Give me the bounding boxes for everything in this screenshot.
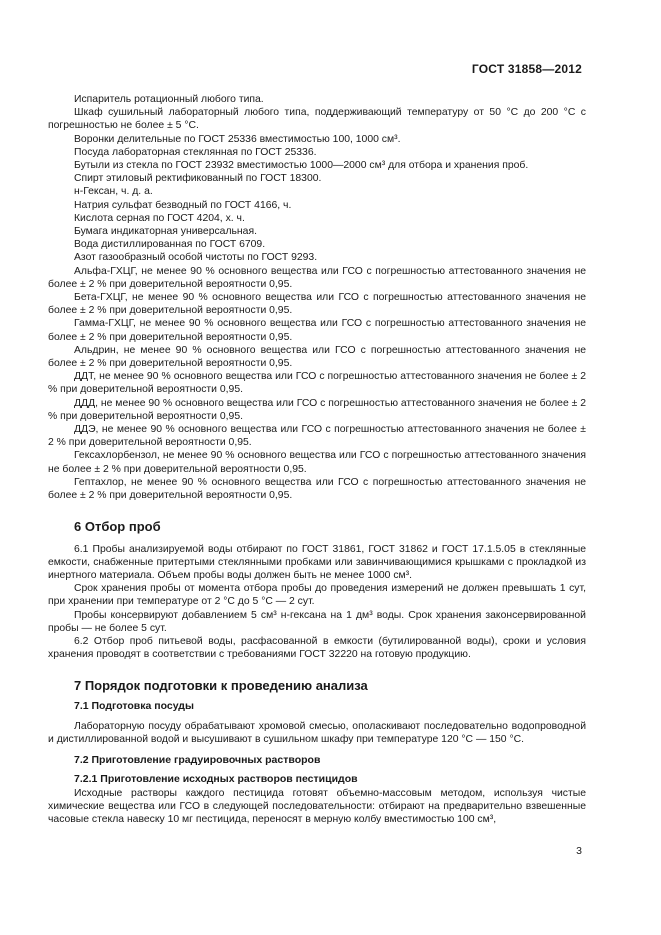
equipment-item: Испаритель ротационный любого типа. [74,94,264,105]
document-code-header: ГОСТ 31858—2012 [471,62,582,76]
equipment-item: Шкаф сушильный лабораторный любого типа, поддерживающий температуру от 50 °С до 200 °С с погрешностью не более ± 5 °С. [48,107,586,132]
reagent-item: Натрия сульфат безводный по ГОСТ 4166, ч. [74,199,292,211]
subsection-7-2-1-text: Исходные растворы каждого пестицида готовят объемно-массовым методом, используя чистые химические вещества или ГСО в следующей последовательности: отбирают на предварительно взвешенные часовые стекла навеску 10 мг пестицида, переносят в мерную колбу вместимостью 100 см³, [48,787,586,825]
pesticide-item: Альфа-ГХЦГ, не менее 90 % основного вещества или ГСО с погрешностью аттестованного значения не более ± 2 % при доверительной вероятности 0,95. [48,265,586,290]
pesticide-item: Бета-ГХЦГ, не менее 90 % основного вещества или ГСО с погрешностью аттестованного значения не более ± 2 % при доверительной вероятности 0,95. [48,292,586,317]
equipment-item: Воронки делительные по ГОСТ 25336 вместимостью 100, 1000 см³. [74,133,401,145]
reagent-item: Азот газообразный особой чистоты по ГОСТ 9293. [74,252,318,264]
reagent-item: Вода дистиллированная по ГОСТ 6709. [74,239,266,251]
pesticide-item: ДДЭ, не менее 90 % основного вещества или ГСО с погрешностью аттестованного значения не более ± 2 % при доверительной вероятности 0,95. [48,424,586,449]
section-6-heading: 6 Отбор проб [74,519,161,535]
section-6-paragraph: 6.1 Пробы анализируемой воды отбирают по ГОСТ 31861, ГОСТ 31862 и ГОСТ 17.1.5.05 в стеклянные емкости, снабженные притертыми стеклянными пробками или завинчивающимися крышками с прокладкой из инертного материала. Объем пробы воды должен быть не менее 1000 см³. [48,543,586,581]
pesticide-item: Гамма-ГХЦГ, не менее 90 % основного вещества или ГСО с погрешностью аттестованного значения не более ± 2 % при доверительной вероятности 0,95. [48,318,586,343]
reagent-item: Бумага индикаторная универсальная. [74,226,257,238]
section-6-paragraph: 6.2 Отбор проб питьевой воды, расфасованной в емкости (бутилированной воды), сроки и условия хранения проводят в соответствии с требованиями ГОСТ 32220 на готовую продукцию. [48,635,586,661]
equipment-item: Посуда лабораторная стеклянная по ГОСТ 25336. [74,146,317,158]
subsection-7-1-text: Лабораторную посуду обрабатывают хромовой смесью, ополаскивают последовательно водопроводной и дистиллированной водой и высушивают в сушильном шкафу при температуре 120 °С — 150 °С. [48,720,586,745]
equipment-item: Бутыли из стекла по ГОСТ 23932 вместимостью 1000—2000 см³ для отбора и хранения проб. [74,160,529,172]
section-6-paragraph: Срок хранения пробы от момента отбора пробы до проведения измерений не должен превышать 1 сут, при хранении при температуре от 2 °С до 5 °С — 2 сут. [48,583,586,608]
page-number: 3 [576,845,582,857]
reagent-item: Спирт этиловый ректификованный по ГОСТ 18300. [74,173,322,185]
subsection-7-2-heading: 7.2 Приготовление градуировочных растворов [74,754,321,767]
reagent-item: н-Гексан, ч. д. а. [74,186,153,198]
pesticide-item: Альдрин, не менее 90 % основного вещества или ГСО с погрешностью аттестованного значения не более ± 2 % при доверительной вероятности 0,95. [48,344,586,370]
subsection-7-1-heading: 7.1 Подготовка посуды [74,699,194,712]
pesticide-item: Гептахлор, не менее 90 % основного вещества или ГСО с погрешностью аттестованного значения не более ± 2 % при доверительной вероятности 0,95. [48,476,586,502]
section-6-paragraph: Пробы консервируют добавлением 5 см³ н-гексана на 1 дм³ воды. Срок хранения законсервированной пробы — не более 5 сут. [48,609,586,634]
subsection-7-2-1-heading: 7.2.1 Приготовление исходных растворов пестицидов [74,773,358,786]
pesticide-item: ДДД, не менее 90 % основного вещества или ГСО с погрешностью аттестованного значения не более ± 2 % при доверительной вероятности 0,95. [48,397,586,422]
pesticide-item: Гексахлорбензол, не менее 90 % основного вещества или ГСО с погрешностью аттестованного значения не более ± 2 % при доверительной вероятности 0,95. [48,450,586,475]
reagent-item: Кислота серная по ГОСТ 4204, х. ч. [74,212,245,224]
section-7-heading: 7 Порядок подготовки к проведению анализа [74,678,368,694]
document-body [48,93,586,826]
pesticide-item: ДДТ, не менее 90 % основного вещества или ГСО с погрешностью аттестованного значения не более ± 2 % при доверительной вероятности 0,95. [48,371,586,396]
